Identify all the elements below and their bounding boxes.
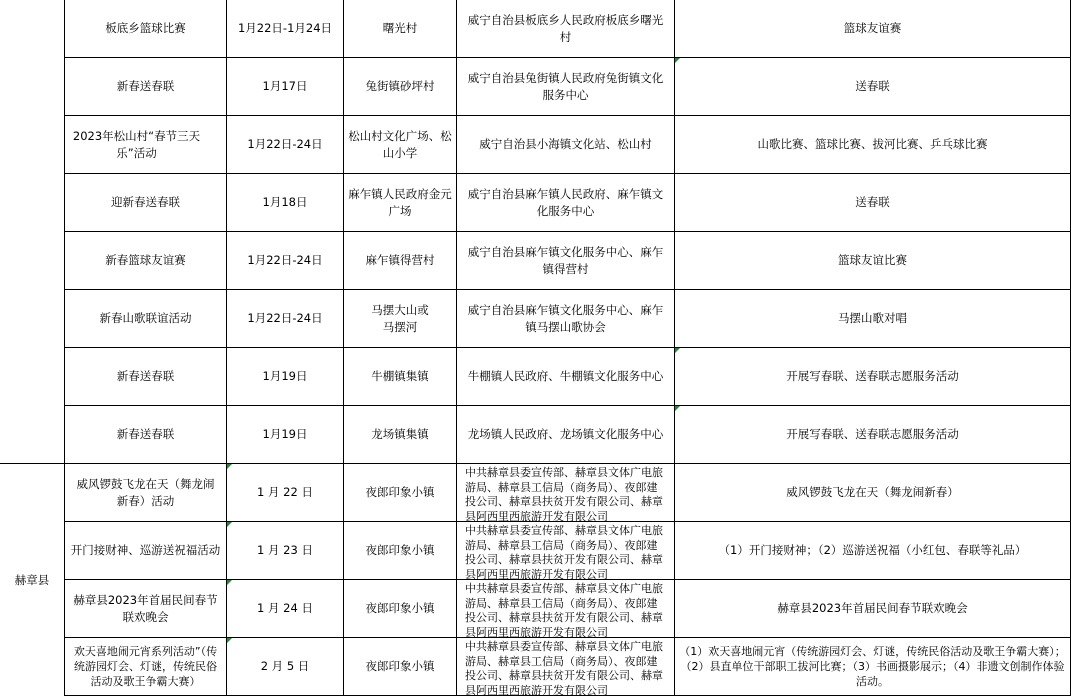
date-cell: 1 月 22 日 [257, 485, 313, 499]
organizer-cell: 威宁自治县麻乍镇人民政府、麻乍镇文化服务中心 [467, 186, 664, 218]
content-cell: 山歌比赛、篮球比赛、拔河比赛、乒乓球比赛 [757, 137, 988, 151]
activity-name-cell: 2023年松山村“春节三天乐”活动 [72, 128, 201, 160]
activity-name-cell: 欢天喜地闹元宵系列活动”（传统游园灯会、灯谜，传统民俗活动及歌王争霸大赛） [73, 645, 218, 688]
organizer-cell: 威宁自治县麻乍镇文化服务中心、麻乍镇马摆山歌协会 [467, 302, 664, 334]
cell-marker [675, 348, 680, 353]
content-cell: （1）开门接财神；（2）巡游送祝福（小红包、春联等礼品） [718, 543, 1027, 557]
place-cell: 夜郎印象小镇 [365, 601, 435, 615]
activity-name-cell: 新春送春联 [116, 79, 175, 93]
cell-marker [227, 638, 232, 643]
date-cell: 1月18日 [262, 195, 308, 209]
place-cell: 马摆大山或马摆河 [371, 302, 429, 334]
place-cell: 夜郎印象小镇 [365, 659, 435, 673]
content-cell: 篮球友谊比赛 [838, 253, 907, 267]
organizer-cell: 中共赫章县委宣传部、赫章县文体广电旅游局、赫章县工信局（商务局）、夜郎建投公司、赫章县扶贫开发有限公司、赫章县阿西里西旅游开发有限公司 [465, 524, 663, 579]
organizer-cell: 牛棚镇人民政府、牛棚镇文化服务中心 [467, 369, 664, 383]
place-cell: 夜郎印象小镇 [365, 543, 435, 557]
activity-name-cell: 板底乡篮球比赛 [105, 21, 186, 35]
content-cell: 马摆山歌对唱 [838, 311, 907, 325]
cell-marker [675, 406, 680, 411]
activity-name-cell: 赫章县2023年首届民间春节联欢晚会 [73, 592, 218, 624]
activity-name-cell: 新春送春联 [116, 427, 175, 441]
content-cell: 赫章县2023年首届民间春节联欢晚会 [777, 601, 968, 615]
content-cell: 送春联 [855, 79, 890, 93]
activity-name-cell: 开门接财神、巡游送祝福活动 [70, 543, 221, 557]
cell-marker [675, 58, 680, 63]
cell-marker [227, 580, 232, 585]
date-cell: 1月22日-24日 [247, 311, 323, 325]
county-cell: 赫章县 [14, 572, 50, 587]
date-cell: 1 月 24 日 [257, 601, 313, 615]
content-cell: 送春联 [855, 195, 890, 209]
place-cell: 曙光村 [382, 21, 418, 35]
place-cell: 龙场镇集镇 [371, 427, 429, 441]
date-cell: 1月19日 [262, 369, 308, 383]
date-cell: 1月22日-24日 [247, 137, 323, 151]
content-cell: 开展写春联、送春联志愿服务活动 [786, 427, 959, 441]
activity-name-cell: 新春篮球友谊赛 [105, 253, 186, 267]
date-cell: 1月22日-1月24日 [237, 21, 333, 35]
content-cell: 威风锣鼓飞龙在天（舞龙闹新春） [786, 485, 959, 499]
activity-name-cell: 迎新春送春联 [111, 195, 180, 209]
content-cell: 篮球友谊赛 [843, 21, 902, 35]
activity-name-cell: 新春送春联 [116, 369, 175, 383]
cell-marker [227, 522, 232, 527]
cell-marker [227, 464, 232, 469]
date-cell: 2 月 5 日 [260, 659, 310, 673]
organizer-cell: 中共赫章县委宣传部、赫章县文体广电旅游局、赫章县工信局（商务局）、夜郎建投公司、赫章县扶贫开发有限公司、赫章县阿西里西旅游开发有限公司 [465, 466, 663, 521]
activity-name-cell: 威风锣鼓飞龙在天（舞龙闹新春）活动 [76, 476, 215, 508]
content-cell: 开展写春联、送春联志愿服务活动 [786, 369, 959, 383]
organizer-cell: 中共赫章县委宣传部、赫章县文体广电旅游局、赫章县工信局（商务局）、夜郎建投公司、赫章县扶贫开发有限公司、赫章县阿西里西旅游开发有限公司 [465, 582, 663, 637]
organizer-cell: 威宁自治县麻乍镇文化服务中心、麻乍镇得营村 [467, 244, 664, 276]
organizer-cell: 中共赫章县委宣传部、赫章县文体广电旅游局、赫章县工信局（商务局）、夜郎建投公司、赫章县扶贫开发有限公司、赫章县阿西里西旅游开发有限公司 [465, 640, 663, 695]
place-cell: 兔街镇砂坪村 [365, 79, 435, 93]
organizer-cell: 威宁自治县兔街镇人民政府兔街镇文化服务中心 [467, 70, 664, 102]
date-cell: 1月19日 [262, 427, 308, 441]
organizer-cell: 龙场镇人民政府、龙场镇文化服务中心 [467, 427, 664, 441]
place-cell: 麻乍镇得营村 [365, 253, 435, 267]
date-cell: 1 月 23 日 [257, 543, 313, 557]
place-cell: 夜郎印象小镇 [365, 485, 435, 499]
activity-name-cell: 新春山歌联谊活动 [99, 311, 192, 325]
organizer-cell: 威宁自治县小海镇文化站、松山村 [479, 137, 652, 151]
date-cell: 1月22日-24日 [247, 253, 323, 267]
place-cell: 松山村文化广场、松山小学 [348, 128, 452, 160]
organizer-cell: 威宁自治县板底乡人民政府板底乡曙光村 [467, 12, 664, 44]
place-cell: 麻乍镇人民政府金元广场 [348, 186, 452, 218]
place-cell: 牛棚镇集镇 [371, 369, 429, 383]
content-cell: （1）欢天喜地闹元宵（传统游园灯会、灯谜，传统民俗活动及歌王争霸大赛）；（2）县直单位干部职工拔河比赛；（3）书画摄影展示；（4）非遗文创制作体验活动。 [679, 645, 1066, 688]
date-cell: 1月17日 [262, 79, 308, 93]
